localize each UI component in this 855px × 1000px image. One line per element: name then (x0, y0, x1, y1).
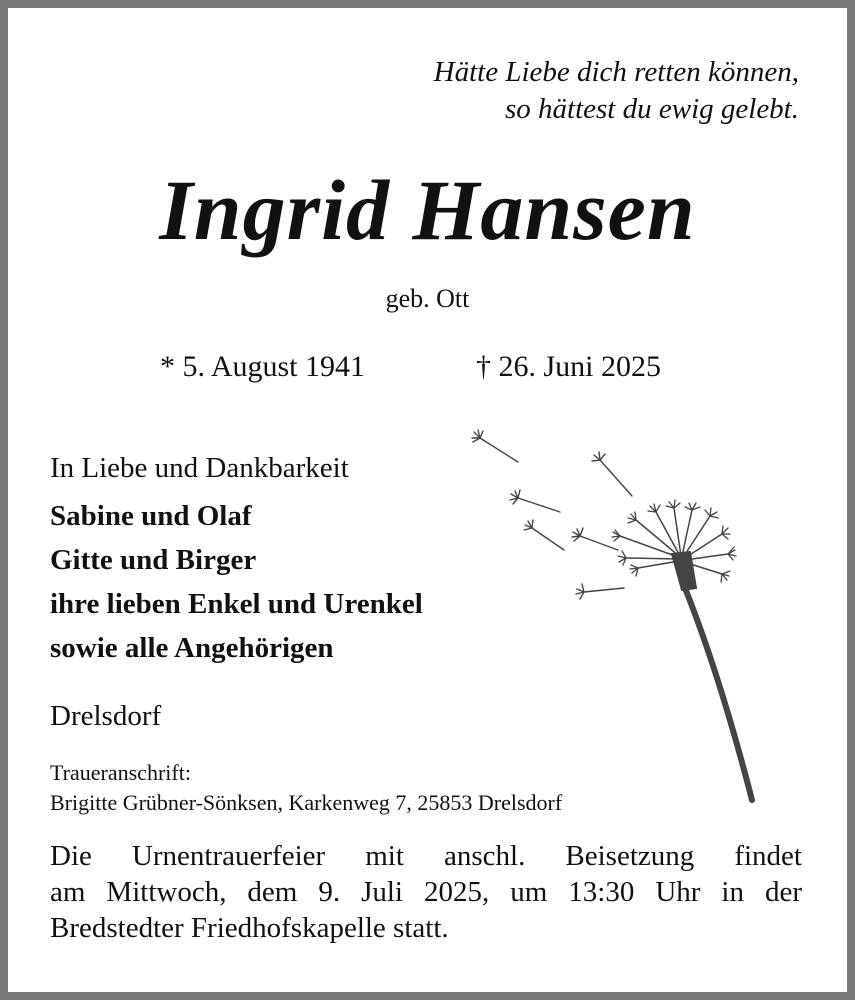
quote-line-2: so hättest du ewig gelebt. (505, 93, 799, 125)
deceased-name: Ingrid Hansen (159, 162, 696, 258)
place-name: Drelsdorf (50, 700, 162, 732)
death-date: † 26. Juni 2025 (476, 350, 662, 383)
ceremony-paragraph (50, 838, 802, 946)
obituary-card (8, 8, 847, 992)
ceremony-line: Bredstedter Friedhofskapelle statt. (50, 912, 449, 944)
mourner-line: Sabine und Olaf (50, 500, 252, 532)
mourner-line: sowie alle Angehörigen (50, 632, 334, 664)
dandelion-icon (460, 416, 760, 816)
birth-date: * 5. August 1941 (160, 350, 366, 383)
ceremony-line: am Mittwoch, dem 9. Juli 2025, um 13:30 Uhr in der (50, 876, 802, 908)
intro-text: In Liebe und Dankbarkeit (50, 452, 349, 484)
quote-line-1: Hätte Liebe dich retten können, (433, 56, 799, 88)
mourner-line: Gitte und Birger (50, 544, 257, 576)
address-line: Brigitte Grübner-Sönksen, Karkenweg 7, 25853 Drelsdorf (50, 790, 563, 815)
mourner-line: ihre lieben Enkel und Urenkel (50, 588, 423, 620)
ceremony-line: Die Urnentrauerfeier mit anschl. Beisetzung findet (50, 840, 802, 872)
address-label: Traueranschrift: (50, 760, 191, 785)
birth-name: geb. Ott (385, 284, 470, 313)
